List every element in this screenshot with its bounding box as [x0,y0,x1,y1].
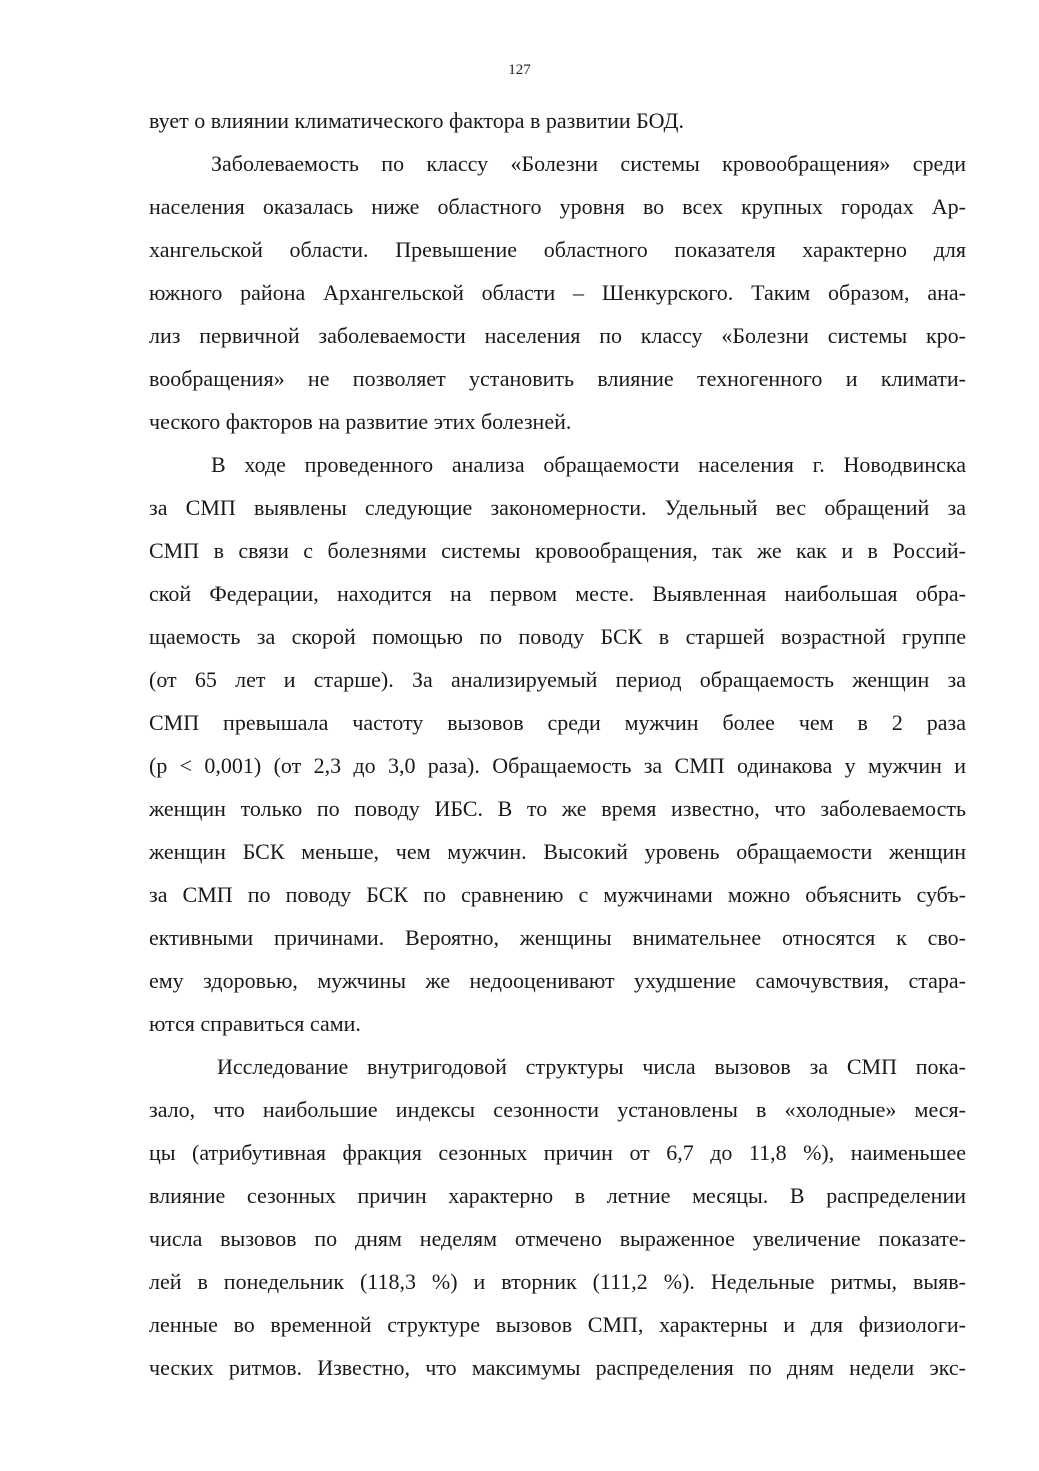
text-line: хангельской области. Превышение областного показателя характерно для [149,237,966,262]
paragraph-first-line: Заболеваемость по классу «Болезни системы кровообращения» среди [211,151,966,176]
text-line: ческих ритмов. Известно, что максимумы распределения по дням недели экс- [149,1355,966,1380]
text-line: лиз первичной заболеваемости населения по классу «Болезни системы кро- [149,323,966,348]
text-line: числа вызовов по дням неделям отмечено выраженное увеличение показате- [149,1226,966,1251]
text-line: населения оказалась ниже областного уровня во всех крупных городах Ар- [149,194,966,219]
text-line: зало, что наибольшие индексы сезонности установлены в «холодные» меся- [149,1097,966,1122]
text-line: южного района Архангельской области – Шенкурского. Таким образом, ана- [149,280,966,305]
text-line: цы (атрибутивная фракция сезонных причин от 6,7 до 11,8 %), наименьшее [149,1140,966,1165]
paragraph-last-line: ческого факторов на развитие этих болезней. [149,409,572,434]
text-line: ективными причинами. Вероятно, женщины внимательнее относятся к сво- [149,925,966,950]
text-line: за СМП по поводу БСК по сравнению с мужчинами можно объяснить субъ- [149,882,966,907]
paragraph-last-line: ются справиться сами. [149,1011,361,1036]
paragraph-first-line: В ходе проведенного анализа обращаемости населения г. Новодвинска [211,452,966,477]
text-line: (от 65 лет и старше). За анализируемый период обращаемость женщин за [149,667,966,692]
text-line: ской Федерации, находится на первом месте. Выявленная наибольшая обра- [149,581,966,606]
text-line: женщин БСК меньше, чем мужчин. Высокий уровень обращаемости женщин [149,839,966,864]
text-line: СМП превышала частоту вызовов среди мужчин более чем в 2 раза [149,710,966,735]
text-line: вообращения» не позволяет установить влияние техногенного и климати- [149,366,966,391]
text-line: щаемость за скорой помощью по поводу БСК в старшей возрастной группе [149,624,966,649]
text-line: (р < 0,001) (от 2,3 до 3,0 раза). Обращаемость за СМП одинакова у мужчин и [149,753,966,778]
text-line: за СМП выявлены следующие закономерности. Удельный вес обращений за [149,495,966,520]
text-line: влияние сезонных причин характерно в летние месяцы. В распределении [149,1183,966,1208]
text-line: женщин только по поводу ИБС. В то же время известно, что заболеваемость [149,796,966,821]
text-line: лей в понедельник (118,3 %) и вторник (111,2 %). Недельные ритмы, выяв- [149,1269,966,1294]
page-number: 127 [508,62,531,78]
text-line: СМП в связи с болезнями системы кровообращения, так же как и в Россий- [149,538,966,563]
text-line: вует о влиянии климатического фактора в развитии БОД. [149,108,684,133]
text-line: ему здоровью, мужчины же недооценивают ухудшение самочувствия, стара- [149,968,966,993]
paragraph-first-line: Исследование внутригодовой структуры числа вызовов за СМП пока- [217,1054,966,1079]
body-text [149,99,966,1389]
text-line: ленные во временной структуре вызовов СМП, характерны и для физиологи- [149,1312,966,1337]
